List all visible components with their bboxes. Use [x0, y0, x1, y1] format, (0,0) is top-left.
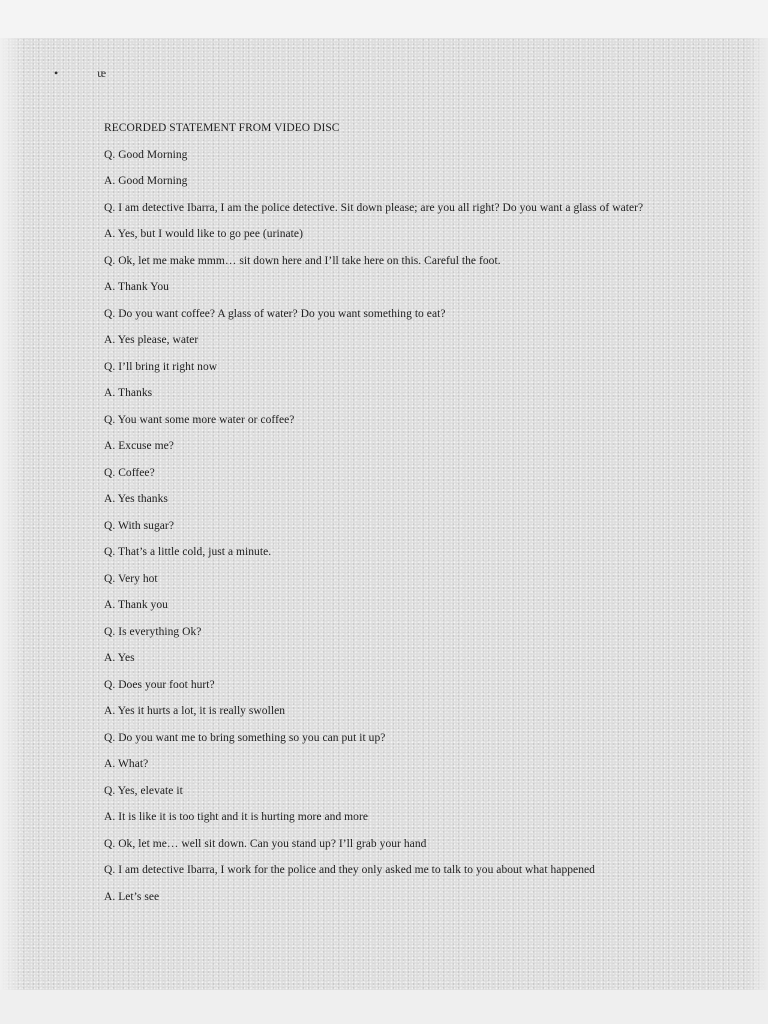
transcript	[104, 118, 724, 913]
transcript-line: Q. Does your foot hurt?	[104, 678, 215, 691]
transcript-line: Q. Good Morning	[104, 148, 188, 161]
transcript-line: A. Good Morning	[104, 175, 188, 187]
transcript-line: A. Let’s see	[104, 890, 160, 903]
transcript-line: A. Thank you	[104, 599, 168, 611]
transcript-line: Q. Very hot	[104, 572, 158, 585]
transcript-line: Q. Yes, elevate it	[104, 784, 183, 797]
transcript-line: A. Yes thanks	[104, 493, 168, 505]
transcript-line: Q. I am detective Ibarra, I work for the police and they only asked me to talk to you about what happened	[104, 864, 595, 876]
transcript-line: Q. Ok, let me… well sit down. Can you stand up? I’ll grab your hand	[104, 837, 427, 850]
scan-left-edge	[0, 38, 24, 990]
corner-mark-dot: •	[54, 66, 59, 80]
transcript-line: A. Yes please, water	[104, 334, 199, 346]
transcript-line: Q. I’ll bring it right now	[104, 360, 218, 373]
transcript-line: A. It is like it is too tight and it is hurting more and more	[104, 811, 369, 823]
transcript-line: Q. I am detective Ibarra, I am the police detective. Sit down please; are you all right? Do you want a glass of water?	[104, 201, 644, 214]
transcript-line: Q. With sugar?	[104, 519, 174, 532]
transcript-line: Q. Do you want coffee? A glass of water? Do you want something to eat?	[104, 307, 446, 320]
scan-top-margin	[0, 0, 768, 38]
transcript-line: Q. Do you want me to bring something so you can put it up?	[104, 731, 386, 744]
transcript-line: Q. That’s a little cold, just a minute.	[104, 546, 272, 558]
transcript-line: A. What?	[104, 758, 149, 770]
transcript-line: Q. You want some more water or coffee?	[104, 413, 295, 426]
document-heading: RECORDED STATEMENT FROM VIDEO DISC	[104, 122, 340, 134]
scan-right-edge	[748, 38, 768, 990]
corner-mark-glyph: ᵫ	[97, 66, 107, 80]
transcript-line: Q. Is everything Ok?	[104, 625, 202, 638]
transcript-line: Q. Ok, let me make mmm… sit down here and I’ll take here on this. Careful the foot.	[104, 254, 501, 267]
transcript-line: A. Yes	[104, 652, 135, 664]
transcript-line: A. Thank You	[104, 281, 169, 293]
transcript-line: A. Thanks	[104, 387, 153, 399]
scan-bottom-margin	[0, 990, 768, 1024]
transcript-line: A. Yes, but I would like to go pee (urinate)	[104, 228, 303, 240]
transcript-line: Q. Coffee?	[104, 466, 155, 479]
transcript-line: A. Yes it hurts a lot, it is really swollen	[104, 705, 286, 717]
corner-marks	[54, 66, 106, 81]
transcript-line: A. Excuse me?	[104, 440, 174, 452]
